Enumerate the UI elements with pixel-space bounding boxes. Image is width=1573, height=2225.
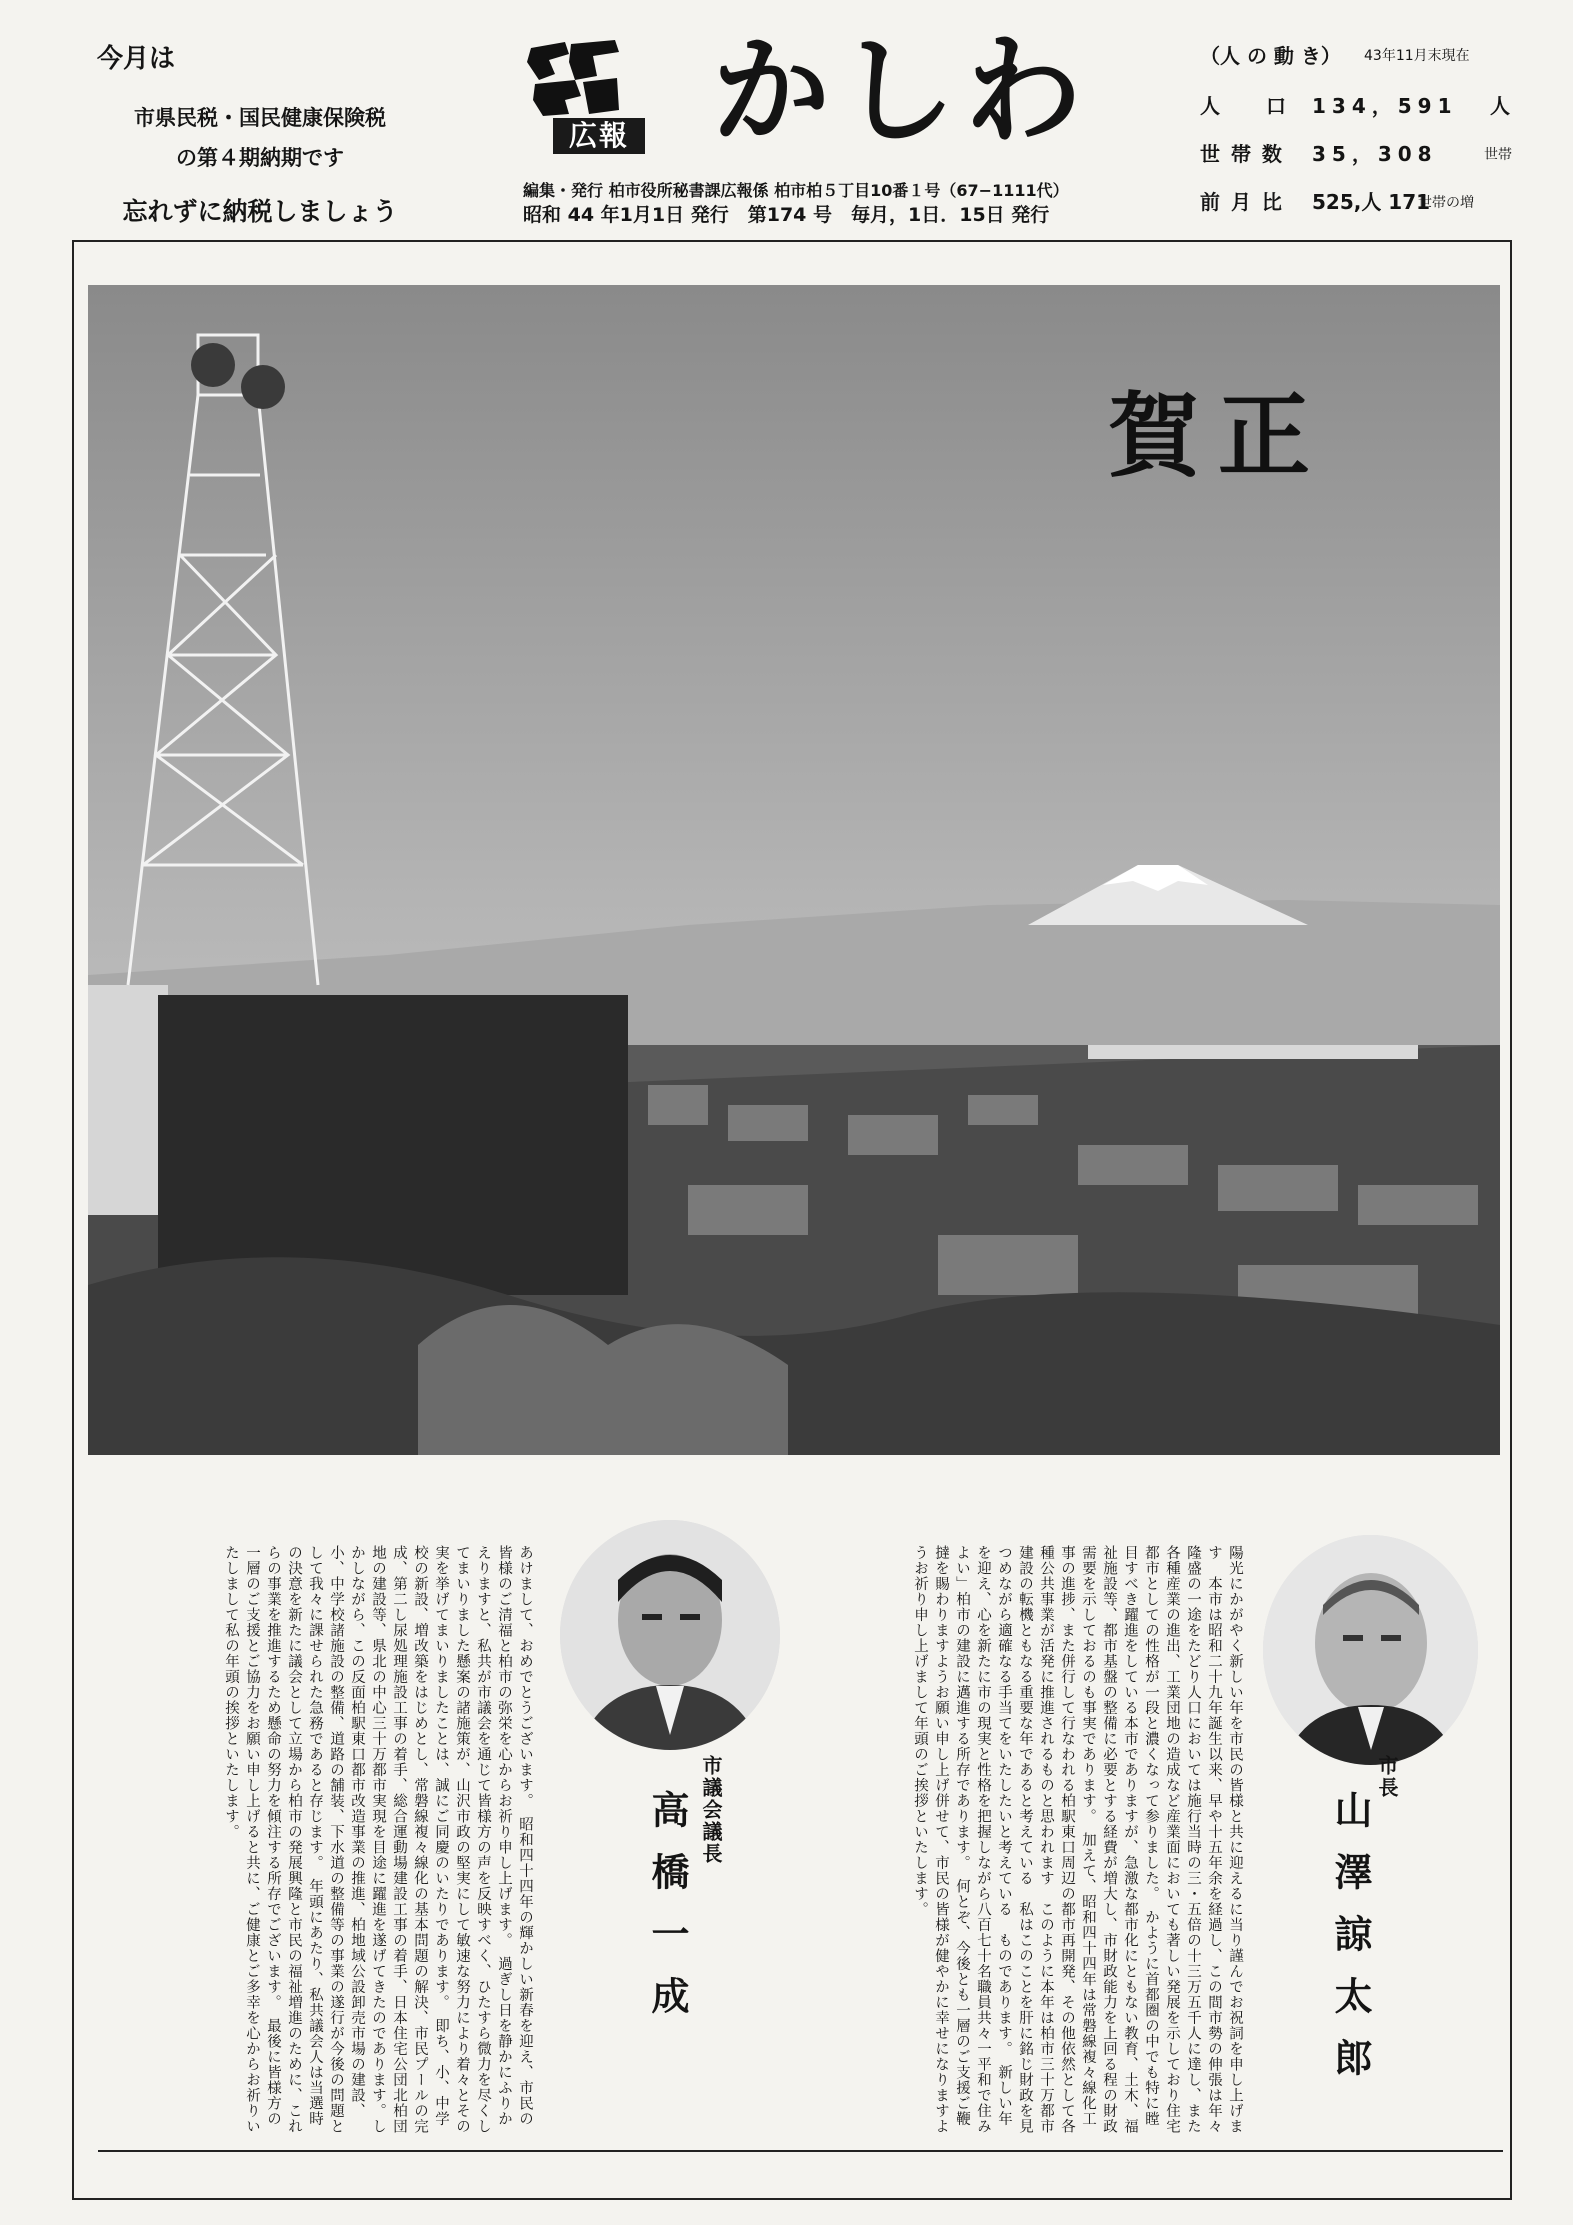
chairman-message — [115, 1545, 535, 2135]
stats-as-of: 43年11月末現在 — [1364, 48, 1470, 64]
population-unit: 人 — [1490, 94, 1510, 118]
issue-line: 昭和 44 年1月1日 発行 第174 号 毎月，1日．15日 発行 — [523, 204, 1050, 226]
mayor-name: 山澤諒太郎 — [1328, 1790, 1373, 2100]
change-label: 前 月 比 — [1200, 190, 1284, 214]
change-unit: 世帯の増 — [1418, 195, 1474, 211]
mayor-portrait — [1263, 1535, 1478, 1765]
population-label: 人 口 — [1200, 94, 1288, 118]
population-value: 134，591 — [1312, 94, 1458, 118]
mayor-message — [825, 1545, 1245, 2135]
notice-line-1: 今月は — [97, 44, 176, 74]
chairman-role: 市議会議長 — [699, 1755, 723, 1865]
households-value: 35，308 — [1312, 142, 1438, 166]
households-unit: 世帯 — [1484, 147, 1512, 163]
notice-line-4: 忘れずに納税しましょう — [122, 197, 398, 226]
publisher-line: 編集・発行 柏市役所秘書課広報係 柏市柏５丁目10番１号（67−1111代） — [523, 181, 1069, 200]
population-stats — [1200, 40, 1540, 230]
chairman-portrait — [560, 1520, 780, 1750]
bottom-rule — [98, 2150, 1503, 2152]
change-value: 525,人 171 — [1312, 190, 1431, 214]
chairman-name: 高橋一成 — [645, 1790, 690, 2038]
tax-notice — [55, 38, 465, 228]
newspaper-title: かしわ — [712, 21, 1091, 160]
city-emblem-icon — [525, 40, 621, 116]
households-label: 世 帯 数 — [1200, 142, 1284, 166]
mayor-role: 市長 — [1375, 1755, 1399, 1799]
mayor-message-text: 陽光にかがやく新しい年を市民の皆様と共に迎えるに当り謹んでお祝詞を申し上げます 本市は昭和二十九年誕生以来、早や十五年余を経過し、この間市勢の伸張は年々隆盛の一途をたどり人口においては施行当時の三・五倍の十三万五千人に達し、また各種産業の進出、工業団地の造成など産業面においても著しい発展を示しており住宅都市としての性格が一段と濃くなって参りました。 かように首都圏の中でも特に瞠目すべき躍進をしている本市でありますが、急激な都市化にともない教育、土木、福祉施設等、都市基盤の整備に必要とする経費が増大し、市財政能力を上回る程の財政需要を示しておるのも事実であります。 加えて、昭和四十四年は常磐線複々線化工事の進捗、また併行して行なわれる柏駅東口周辺の都市再開発、その他依然として各種公共事業が活発に推進されるものと思われます このように本年は柏市三十万都市建設の転機ともなる重要な年であると考えている 私はこのことを肝に銘じ財政を見つめながら適確なる手当てをいたしたいと考えている ものであります。 新しい年を迎え、心を新たに市の現実と性格を把握しながら八百七十名職員共々一平和で住みよい」柏市の建設に邁進する所存であります。 何とぞ、今後とも一層のご支援ご鞭撻を賜わりますようお願い申し上げ併せて、市民の皆様が健やかに幸せになりますようお祈り申し上げまして年頭のご挨拶といたします。 — [912, 1545, 1243, 2134]
stats-heading: （人 の 動 き） — [1200, 44, 1341, 68]
koho-label: 広報 — [553, 118, 645, 154]
notice-line-2: 市県民税・国民健康保険税 — [134, 106, 386, 130]
greeting-calligraphy: 賀正 — [1108, 382, 1329, 490]
chairman-message-text: あけまして、おめでとうございます。 昭和四十四年の輝かしい新春を迎え、市民の皆様のご清福と柏市の弥栄を心からお祈り申し上げます。 過ぎし日を静かにふりかえりますと、私共が市議会を通じて皆様方の声を反映すべく、ひたすら微力を尽くしてまいりました懸案の諸施策が、山沢市政の堅実にして敏速な努力により着々とその実を挙げてまいりましたことは、誠にご同慶のいたりであります。 即ち、小、中学校の新設、増改築をはじめとし、常磐線複々線化の基本問題の解決、市民プールの完成、第二し尿処理施設工事の着手、総合運動場建設工事の着手、日本住宅公団北柏団地の建設等、県北の中心三十万都市実現を目途に躍進を遂げてきたのであります。しかしながら、この反面柏駅東口都市改造事業の推進、柏地域公設卸売市場の建設、小、中学校諸施設の整備、道路の舗装、下水道の整備等の事業の遂行が今後の問題として我々に課せられた急務であると存じます。 年頭にあたり、私共議会人は当選時の決意を新たに議会として立場から柏市の発展興隆と市民の福祉増進のために、これらの事業を推進するため懸命の努力を傾注する所存でございます。 最後に皆様方の一層のご支援とご協力をお願い申し上げると共に、ご健康とご多幸を心からお祈りいたしまして私の年頭の挨拶といたします。 — [223, 1545, 533, 2134]
notice-line-3: の第４期納期です — [176, 146, 344, 170]
